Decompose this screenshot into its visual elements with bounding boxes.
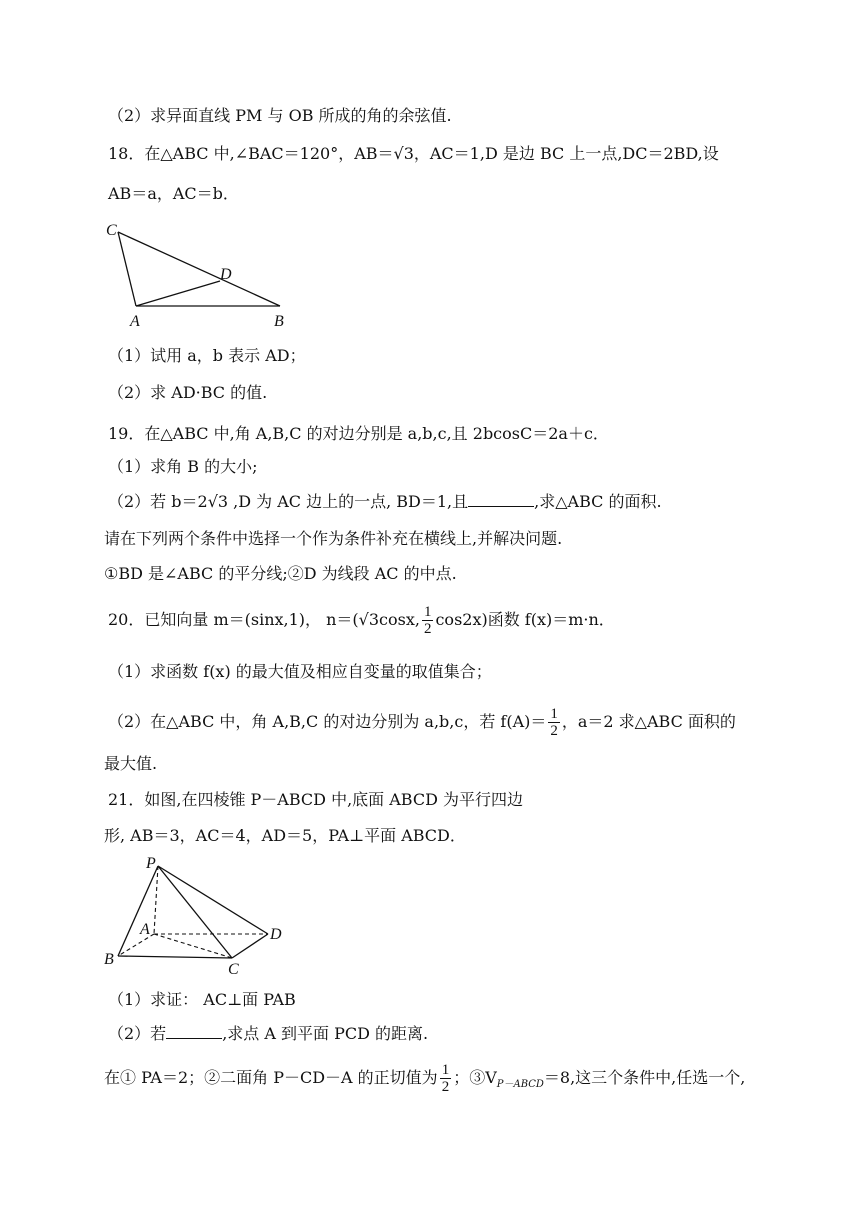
q18-triangle-figure [100,218,300,330]
q18-vectors: AB＝a，AC＝b． [108,184,239,203]
q19-options: ①BD 是∠ABC 的平分线;②D 为线段 AC 的中点. [104,564,457,583]
q21-part1: （1）求证： AC⊥面 PAB [108,990,296,1009]
q21-stem-b: 形, AB＝3，AC＝4，AD＝5，PA⊥平面 ABCD． [104,826,466,845]
q21-stem-a: 21．如图,在四棱锥 P－ABCD 中,底面 ABCD 为平行四边 [108,790,524,809]
label-c: C [106,222,117,239]
q19-answer-blank [468,492,534,507]
q19-part2-a: （2）若 b＝2√3 ,D 为 AC 边上的一点, BD＝1,且 [108,492,469,511]
label-b: B [274,313,284,330]
q19-stem: 19．在△ABC 中,角 A,B,C 的对边分别是 a,b,c,且 2bcosC＝2a＋c． [108,424,609,443]
label-c: C [228,961,239,978]
q20-stem [108,604,615,637]
q18-stem: 18．在△ABC 中,∠BAC＝120°，AB＝√3，AC＝1,D 是边 BC 上一点,DC＝2BD,设 [108,144,719,163]
q19-part1: （1）求角 B 的大小; [108,457,258,476]
label-a: A [140,921,150,938]
label-b: B [104,951,114,968]
q21-fraction: $\frac{1}{2}$ [441,1062,450,1095]
q18-part1: （1）试用 a，b 表示 AD； [108,346,306,365]
q21-cond-c: ＝8,这三个条件中,任选一个, [543,1068,746,1087]
q21-cond-sub: P－ABCD [496,1079,544,1091]
q20-half-fraction: $\frac{1}{2}$ [423,604,432,637]
label-d: D [270,926,282,943]
q20-part2-b: ，a＝2 求△ABC 面积的 [561,712,736,731]
q21-pyramid-figure [100,852,300,980]
q20-stem-a: 20．已知向量 m＝(sinx,1)， [108,610,322,629]
q20-part2 [108,706,736,739]
q18-part2: （2）求 AD·BC 的值. [108,383,268,402]
q19-part2-b: ,求△ABC 的面积. [534,492,662,511]
q20-part2-c: 最大值. [104,754,158,773]
q20-stem-n: n＝(√3cosx, [326,610,420,629]
q21-cond-b: ；③V [453,1068,497,1087]
q19-part2 [108,490,662,514]
q20-stem-b: cos2x)函数 f(x)＝m·n． [435,610,615,629]
q17-part2: （2）求异面直线 PM 与 OB 所成的角的余弦值. [108,106,452,125]
label-p: P [146,855,156,872]
q21-answer-blank [166,1024,222,1039]
q21-part2-b: ,求点 A 到平面 PCD 的距离. [222,1024,429,1043]
q21-conditions [104,1062,745,1097]
label-a: A [130,313,140,330]
q20-part1: （1）求函数 f(x) 的最大值及相应自变量的取值集合； [108,662,492,681]
q21-part2-a: （2）若 [108,1024,167,1043]
q19-instruction: 请在下列两个条件中选择一个作为条件补充在横线上,并解决问题. [104,529,563,548]
q21-cond-a: 在① PA＝2；②二面角 P－CD－A 的正切值为 [104,1068,438,1087]
q20-fraction: $\frac{1}{2}$ [550,706,558,739]
label-d: D [220,266,232,283]
q21-part2 [108,1022,428,1046]
q20-part2-a: （2）在△ABC 中，角 A,B,C 的对边分别为 a,b,c，若 f(A)＝ [108,712,547,731]
